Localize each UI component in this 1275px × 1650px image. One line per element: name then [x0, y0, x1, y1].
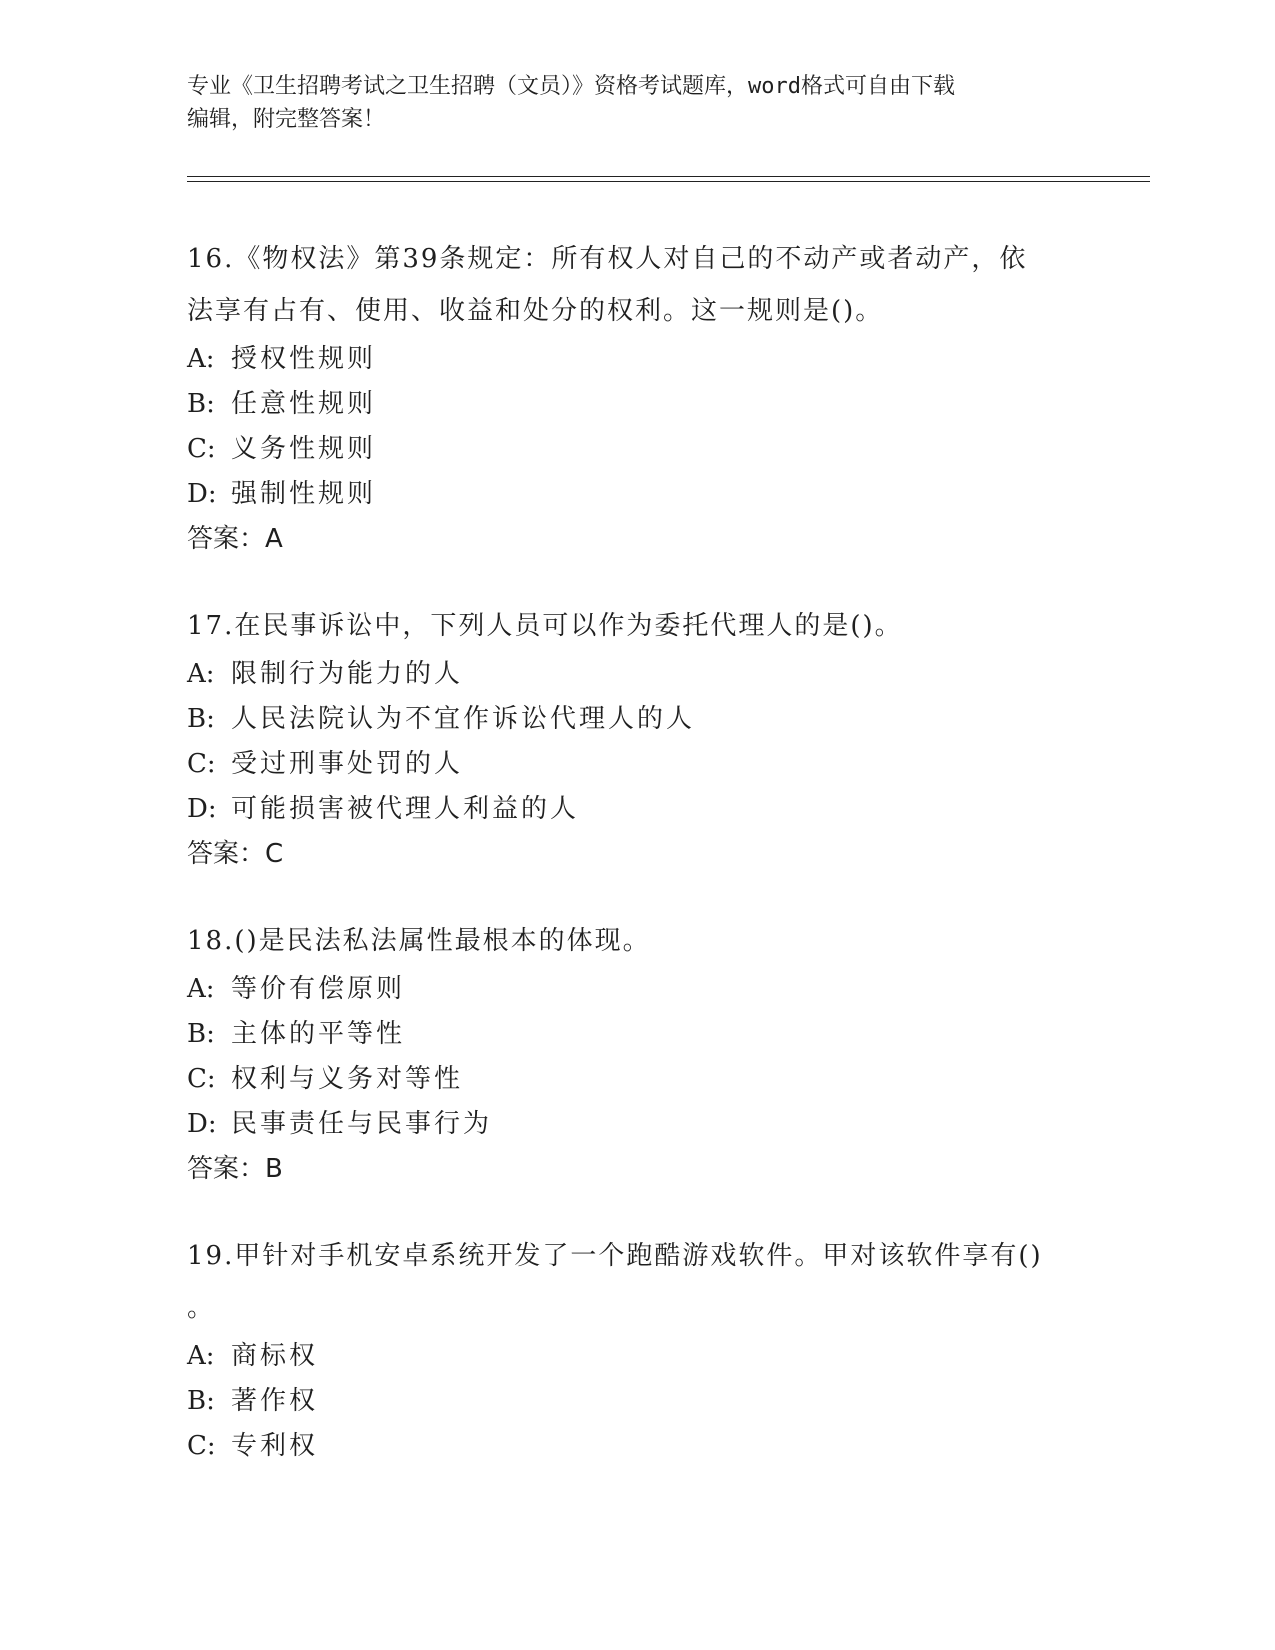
answer-line: 答案：A: [187, 524, 283, 554]
option-text: 等价有偿原则: [231, 974, 406, 1004]
option-key: B:: [187, 704, 215, 734]
option-text: 主体的平等性: [231, 1019, 406, 1049]
option-text: 著作权: [231, 1386, 319, 1416]
header-divider-bottom: [187, 181, 1150, 182]
option-key: D:: [187, 1109, 217, 1139]
answer-option: [187, 1102, 1107, 1147]
option-text: 限制行为能力的人: [231, 659, 464, 689]
question-block: [187, 233, 1107, 562]
answer-option: [187, 1379, 1107, 1424]
answer-line: 答案：B: [187, 1154, 283, 1184]
question-stem: 法享有占有、使用、收益和处分的权利。这一规则是()。: [187, 296, 884, 326]
option-text: 权利与义务对等性: [231, 1064, 464, 1094]
option-key: A:: [187, 659, 215, 689]
option-text: 任意性规则: [231, 389, 377, 419]
answer-option: [187, 427, 1107, 472]
question-stem: 。: [187, 1293, 216, 1323]
option-text: 商标权: [231, 1341, 319, 1371]
option-key: A:: [187, 344, 215, 374]
option-key: D:: [187, 479, 217, 509]
option-key: B:: [187, 1386, 215, 1416]
answer-option: [187, 652, 1107, 697]
option-key: B:: [187, 1019, 215, 1049]
option-text: 授权性规则: [231, 344, 377, 374]
answer-option: [187, 742, 1107, 787]
question-stem: 17.在民事诉讼中，下列人员可以作为委托代理人的是()。: [187, 611, 903, 641]
answer-option: [187, 472, 1107, 517]
question-stem: 16.《物权法》第39条规定：所有权人对自己的不动产或者动产，依: [187, 244, 1028, 274]
option-text: 义务性规则: [231, 434, 377, 464]
option-key: C:: [187, 749, 216, 779]
option-key: C:: [187, 434, 216, 464]
answer-option: [187, 337, 1107, 382]
option-text: 受过刑事处罚的人: [231, 749, 464, 779]
answer-line: 答案：C: [187, 839, 284, 869]
question-block: [187, 1230, 1107, 1469]
option-text: 人民法院认为不宜作诉讼代理人的人: [231, 704, 696, 734]
answer-option: [187, 787, 1107, 832]
question-list: [187, 233, 1107, 1507]
answer-option: [187, 1334, 1107, 1379]
answer-option: [187, 382, 1107, 427]
header-line-2: 编辑，附完整答案！: [187, 107, 386, 132]
option-text: 强制性规则: [231, 479, 377, 509]
answer-option: [187, 1057, 1107, 1102]
answer-option: [187, 697, 1107, 742]
option-key: A:: [187, 1341, 215, 1371]
question-block: [187, 600, 1107, 877]
option-key: B:: [187, 389, 215, 419]
option-text: 可能损害被代理人利益的人: [231, 794, 580, 824]
question-stem: 19.甲针对手机安卓系统开发了一个跑酷游戏软件。甲对该软件享有(): [187, 1241, 1043, 1271]
option-key: D:: [187, 794, 217, 824]
header-line-1: 专业《卫生招聘考试之卫生招聘（文员）》资格考试题库，word格式可自由下载: [187, 74, 955, 99]
answer-option: [187, 967, 1107, 1012]
document-header: [187, 70, 1087, 136]
answer-option: [187, 1424, 1107, 1469]
option-key: C:: [187, 1064, 216, 1094]
option-text: 民事责任与民事行为: [231, 1109, 493, 1139]
question-block: [187, 915, 1107, 1192]
question-stem: 18.()是民法私法属性最根本的体现。: [187, 926, 651, 956]
option-key: A:: [187, 974, 215, 1004]
option-key: C:: [187, 1431, 216, 1461]
answer-option: [187, 1012, 1107, 1057]
option-text: 专利权: [231, 1431, 319, 1461]
header-divider-top: [187, 176, 1150, 177]
